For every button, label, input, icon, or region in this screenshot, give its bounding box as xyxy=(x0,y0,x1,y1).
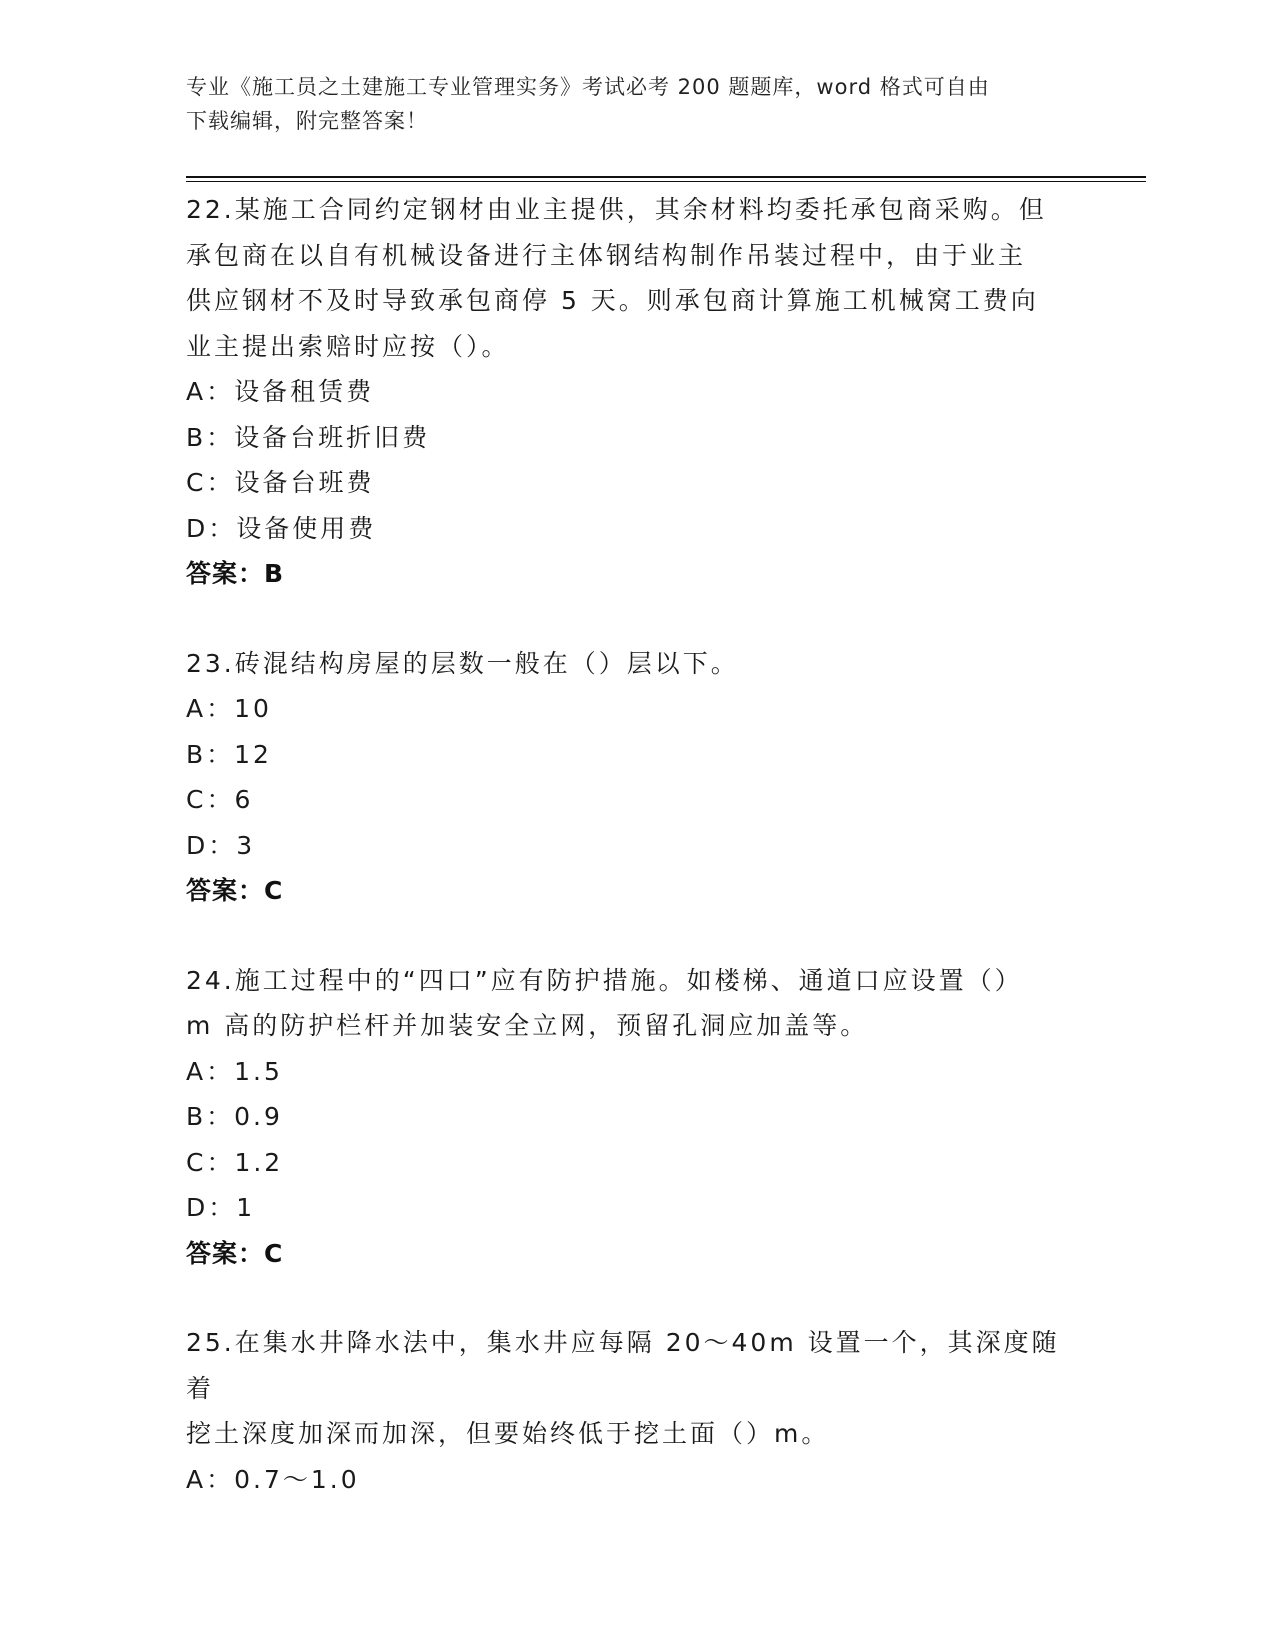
question-block xyxy=(186,187,1086,597)
answer-option: C：6 xyxy=(186,785,254,814)
header-divider-thick xyxy=(186,176,1146,178)
answer-option: B：设备台班折旧费 xyxy=(186,422,431,452)
document-header xyxy=(186,70,1066,138)
header-line-1: 专业《施工员之土建施工专业管理实务》考试必考 200 题题库，word 格式可自由 xyxy=(186,75,990,99)
answer-option: A：0.7～1.0 xyxy=(186,1464,360,1494)
answer-option: A：设备租赁费 xyxy=(186,377,375,406)
question-block xyxy=(186,1320,1086,1502)
question-block xyxy=(186,958,1086,1277)
question-stem-line: 22.某施工合同约定钢材由业主提供，其余材料均委托承包商采购。但 xyxy=(186,195,1047,224)
question-stem-line: 25.在集水井降水法中，集水井应每隔 20～40m 设置一个，其深度随着 xyxy=(186,1328,1060,1403)
answer-option: B：12 xyxy=(186,739,272,769)
question-stem-line: 承包商在以自有机械设备进行主体钢结构制作吊装过程中，由于业主 xyxy=(186,240,1027,270)
header-line-2: 下载编辑，附完整答案！ xyxy=(186,109,428,133)
question-stem-line: 挖土深度加深而加深，但要始终低于挖土面（）m。 xyxy=(186,1419,830,1448)
question-list xyxy=(186,187,1086,1546)
question-stem-line: 业主提出索赔时应按（）。 xyxy=(186,331,510,361)
header-divider-thin xyxy=(186,181,1146,182)
answer-key: 答案：B xyxy=(186,559,285,588)
answer-option: D：3 xyxy=(186,830,256,860)
question-stem-line: 23.砖混结构房屋的层数一般在（）层以下。 xyxy=(186,648,739,678)
answer-option: C：1.2 xyxy=(186,1147,284,1177)
answer-key: 答案：C xyxy=(186,876,284,905)
question-stem-line: 24.施工过程中的“四口”应有防护措施。如楼梯、通道口应设置（） xyxy=(186,965,1023,995)
question-stem-line: 供应钢材不及时导致承包商停 5 天。则承包商计算施工机械窝工费向 xyxy=(186,286,1039,315)
question-stem-line: m 高的防护栏杆并加装安全立网，预留孔洞应加盖等。 xyxy=(186,1011,869,1040)
answer-option: A：10 xyxy=(186,694,272,723)
answer-option: D：1 xyxy=(186,1193,256,1222)
answer-option: C：设备台班费 xyxy=(186,468,375,497)
question-block xyxy=(186,641,1086,914)
answer-option: D：设备使用费 xyxy=(186,513,377,543)
answer-key: 答案：C xyxy=(186,1238,284,1268)
answer-option: A：1.5 xyxy=(186,1056,283,1086)
answer-option: B：0.9 xyxy=(186,1102,283,1131)
